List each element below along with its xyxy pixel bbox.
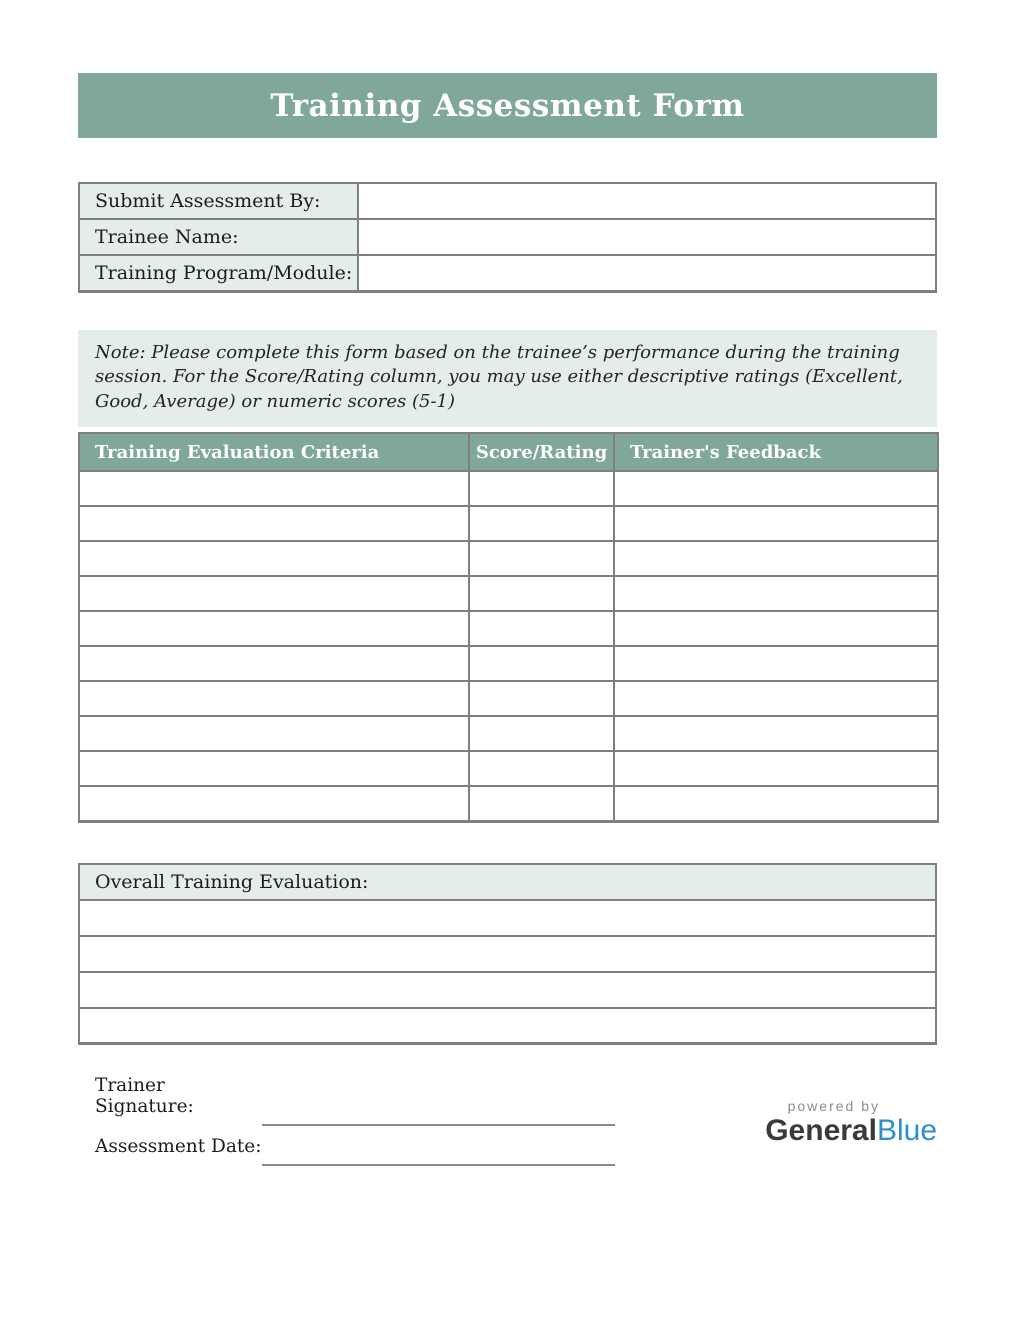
info-row-trainee-name <box>79 219 936 255</box>
score-rating-column-header: Score/Rating <box>469 433 614 471</box>
evaluation-score-rating-cell[interactable] <box>469 471 614 506</box>
evaluation-feedback-cell[interactable] <box>614 681 938 716</box>
assessment-date-row <box>95 1126 615 1166</box>
evaluation-criteria-cell[interactable] <box>79 716 469 751</box>
submit-assessment-by-label: Submit Assessment By: <box>79 183 358 219</box>
info-table <box>78 182 937 293</box>
evaluation-criteria-cell[interactable] <box>79 576 469 611</box>
form-title-banner <box>78 73 937 138</box>
evaluation-table-row <box>79 541 938 576</box>
generalblue-logo <box>765 1086 937 1147</box>
evaluation-criteria-cell[interactable] <box>79 681 469 716</box>
evaluation-table-row <box>79 471 938 506</box>
overall-evaluation-table <box>78 863 937 1046</box>
footer-section <box>78 1075 937 1166</box>
evaluation-score-rating-cell[interactable] <box>469 611 614 646</box>
evaluation-feedback-cell[interactable] <box>614 646 938 681</box>
evaluation-table <box>78 432 939 823</box>
brand-name-general: General <box>765 1114 877 1147</box>
evaluation-score-rating-cell[interactable] <box>469 681 614 716</box>
evaluation-feedback-cell[interactable] <box>614 751 938 786</box>
evaluation-feedback-cell[interactable] <box>614 611 938 646</box>
evaluation-feedback-cell[interactable] <box>614 716 938 751</box>
overall-evaluation-row <box>79 936 936 972</box>
trainee-name-field[interactable] <box>358 219 936 255</box>
evaluation-feedback-cell[interactable] <box>614 506 938 541</box>
assessment-date-label: Assessment Date: <box>95 1136 262 1157</box>
evaluation-score-rating-cell[interactable] <box>469 576 614 611</box>
overall-evaluation-row <box>79 900 936 936</box>
evaluation-criteria-cell[interactable] <box>79 471 469 506</box>
evaluation-table-body <box>79 471 938 821</box>
evaluation-table-header-row <box>79 433 938 471</box>
evaluation-table-row <box>79 611 938 646</box>
overall-evaluation-header-row <box>79 864 936 900</box>
assessment-date-line[interactable] <box>262 1128 615 1166</box>
powered-by-text: powered by <box>787 1098 880 1114</box>
evaluation-score-rating-cell[interactable] <box>469 541 614 576</box>
brand-wordmark <box>765 1115 937 1147</box>
overall-evaluation-row <box>79 1008 936 1044</box>
criteria-column-header: Training Evaluation Criteria <box>79 433 469 471</box>
evaluation-table-row <box>79 681 938 716</box>
evaluation-table-row <box>79 786 938 821</box>
evaluation-feedback-cell[interactable] <box>614 471 938 506</box>
evaluation-table-row <box>79 646 938 681</box>
evaluation-feedback-cell[interactable] <box>614 541 938 576</box>
trainer-signature-line[interactable] <box>262 1088 615 1126</box>
form-content <box>78 0 937 1166</box>
evaluation-table-row <box>79 716 938 751</box>
overall-evaluation-cell[interactable] <box>79 1008 936 1044</box>
evaluation-score-rating-cell[interactable] <box>469 506 614 541</box>
evaluation-feedback-cell[interactable] <box>614 786 938 821</box>
evaluation-criteria-cell[interactable] <box>79 786 469 821</box>
evaluation-score-rating-cell[interactable] <box>469 646 614 681</box>
info-row-training-program <box>79 255 936 291</box>
trainers-feedback-column-header: Trainer's Feedback <box>614 433 938 471</box>
evaluation-table-row <box>79 506 938 541</box>
overall-evaluation-row <box>79 972 936 1008</box>
overall-evaluation-label: Overall Training Evaluation: <box>79 864 936 900</box>
evaluation-feedback-cell[interactable] <box>614 576 938 611</box>
info-row-submit-assessment-by <box>79 183 936 219</box>
evaluation-criteria-cell[interactable] <box>79 751 469 786</box>
evaluation-criteria-cell[interactable] <box>79 541 469 576</box>
note-text: Note: Please complete this form based on the trainee’s performance during the training session. For the Score/Rating column, you may use either descriptive ratings (Excellent, Good, Average) or numeric scores (5-1) <box>78 330 937 428</box>
overall-evaluation-cell[interactable] <box>79 936 936 972</box>
trainee-name-label: Trainee Name: <box>79 219 358 255</box>
submit-assessment-by-field[interactable] <box>358 183 936 219</box>
evaluation-score-rating-cell[interactable] <box>469 751 614 786</box>
evaluation-score-rating-cell[interactable] <box>469 716 614 751</box>
evaluation-table-row <box>79 576 938 611</box>
evaluation-criteria-cell[interactable] <box>79 646 469 681</box>
overall-evaluation-cell[interactable] <box>79 972 936 1008</box>
evaluation-score-rating-cell[interactable] <box>469 786 614 821</box>
evaluation-table-row <box>79 751 938 786</box>
brand-name-blue: Blue <box>876 1114 937 1147</box>
signature-block <box>78 1075 615 1166</box>
overall-evaluation-cell[interactable] <box>79 900 936 936</box>
trainer-signature-row <box>95 1075 615 1126</box>
overall-evaluation-body <box>79 900 936 1044</box>
training-program-field[interactable] <box>358 255 936 291</box>
evaluation-criteria-cell[interactable] <box>79 506 469 541</box>
training-program-label: Training Program/Module: <box>79 255 358 291</box>
page-title: Training Assessment Form <box>270 87 745 124</box>
evaluation-criteria-cell[interactable] <box>79 611 469 646</box>
trainer-signature-label: Trainer Signature: <box>95 1075 194 1117</box>
